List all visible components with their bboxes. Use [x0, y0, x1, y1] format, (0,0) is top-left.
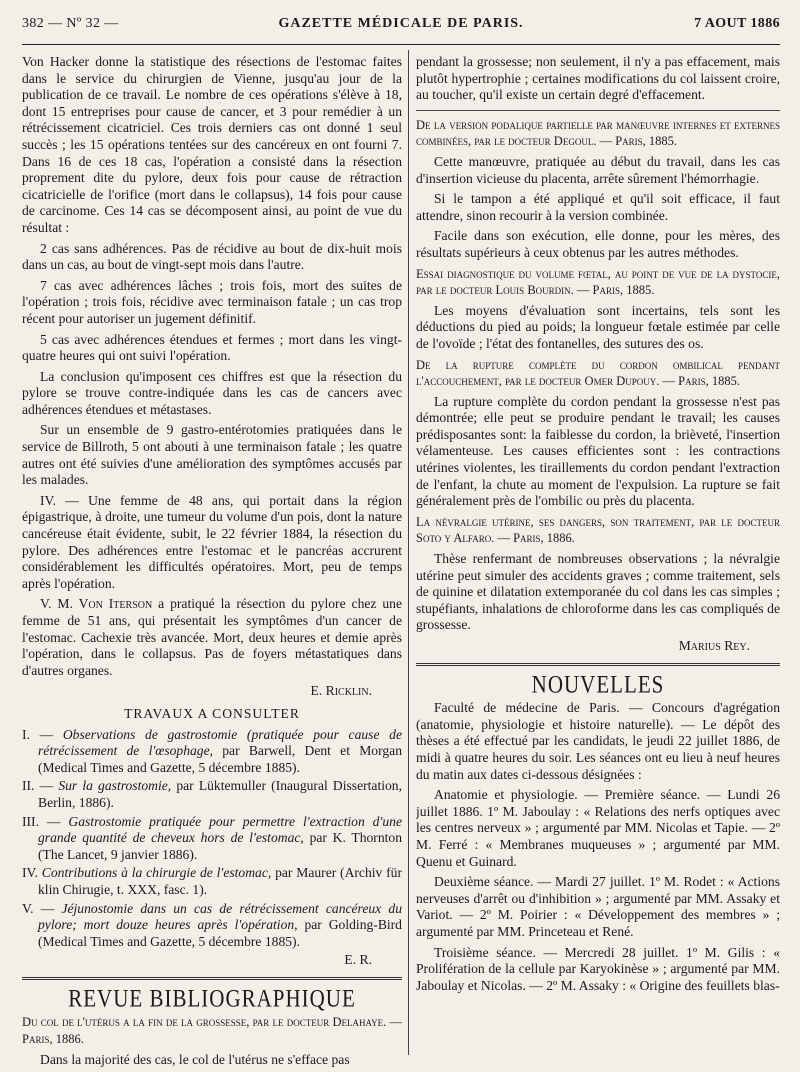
section-rule: [22, 977, 402, 980]
paragraph: Dans la majorité des cas, le col de l'utérus ne s'efface pas: [40, 1051, 350, 1067]
reference-item: IV. Contributions à la chirurgie de l'estomac, par Maurer (Archiv für klin Chirugie, t. XXX, fasc. 1).: [22, 865, 402, 897]
paragraph: Si le tampon a été appliqué et qu'il soit efficace, il faut attendre, sinon recourir à la version combinée.: [416, 191, 780, 223]
issue-date: 7 AOUT 1886: [694, 16, 780, 31]
paragraph: IV. — Une femme de 48 ans, qui portait dans la région épigastrique, à droite, une tumeur du volume d'un pois, dont la nature cancéreuse était évidente, subit, le 22 février 1884, la résection du pylore. Des adhérences entre l'estomac et le pancréas accrurent considérablement les difficultés opératoires. Mort, peu de temps après l'opération.: [22, 492, 402, 591]
page-header: [22, 10, 780, 38]
article-heading: De la version podalique partielle par manœuvre internes et externes combinées, par le docteur Degoul. — Paris, 1885.: [416, 117, 780, 149]
signature: E. Ricklin.: [310, 683, 372, 699]
reference-item: II. — Sur la gastrostomie, par Lüktemuller (Inaugural Dissertation, Berlin, 1886).: [22, 778, 402, 810]
paragraph: Deuxième séance. — Mardi 27 juillet. 1º M. Rodet : « Actions nerveuses d'arrêt ou d'inhibition » ; argumenté par MM. Assaky et Variot. — 2º M. Poirier : « Développement des membres » ; argumenté par MM. Princeteau et René.: [416, 874, 780, 939]
right-column: [416, 54, 780, 998]
paragraph: Von Hacker donne la statistique des résections de l'estomac faites dans le service du chirurgien de Vienne, jusqu'au jour de la publication de ce travail. Le nombre de ces opérations s'élève à 18, dont 15 entreprises pour cause de cancer, et 3 pour remédier à un rétrécissement cicatriciel. Ces trois derniers cas ont donné 1 seul succès ; les 15 opérations tentées sur des cancéreux en ont fourni 7. Dans 16 de ces 18 cas, l'opération a consisté dans la résection proprement dite du pylore, deux fois pour cause de rétraction cicatricielle de l'orifice (mort dans le collapsus), 14 fois pour cause de carcinome. Ces 14 cas se décomposent ainsi, au point de vue du résultat :: [22, 54, 402, 235]
paragraph: 5 cas avec adhérences étendues et fermes ; mort dans les vingt-quatre heures qui ont suivi l'opération.: [22, 331, 402, 364]
paragraph: 7 cas avec adhérences lâches ; trois fois, mort des suites de l'opération ; trois fois, récidive avec terminaison fatale ; un cas trop récent pour autoriser un jugement définitif.: [22, 277, 402, 326]
article-heading: Essai diagnostique du volume fœtal, au point de vue de la dystocie, par le docteur Louis Bourdin. — Paris, 1885.: [416, 266, 780, 298]
paragraph: Facile dans son exécution, elle donne, pour les mères, des résultats supérieurs à ceux obtenus par les autres méthodes.: [416, 228, 780, 260]
paragraph: Anatomie et physiologie. — Première séance. — Lundi 26 juillet 1886. 1º M. Jaboulay : « Relations des nerfs optiques avec les centres nerveux » ; argumenté par MM. Nicolas et Tapie. — 2º M. Ferré : « Membranes muqueuses » ; argumenté par MM. Quenu et Guinard.: [416, 787, 780, 869]
reference-item: III. — Gastrostomie pratiquée pour permettre l'extraction d'une grande quantité de cheveux hors de l'estomac, par K. Thornton (The Lancet, 9 janvier 1886).: [22, 813, 402, 862]
paragraph: Faculté de médecine de Paris. — Concours d'agrégation (anatomie, physiologie et histoire naturelle). — Le dépôt des thèses a été effectué par les candidats, le jeudi 22 juillet 1886, de midi à quatre heures du soir. Les séances ont eu lieu à neuf heures du matin aux dates ci-dessous désignées :: [416, 700, 780, 782]
reference-item: I. — Observations de gastrostomie (pratiquée pour cause de rétrécissement de l'œsophage, par Barwell, Dent et Morgan (Medical Times and Gazette, 5 décembre 1885).: [22, 726, 402, 775]
paragraph: pendant la grossesse; non seulement, il n'y a pas effacement, mais plutôt hypertrophie ; certaines modifications du col laissent croire, au toucher, qu'il existe un certain degré d'effacement.: [416, 54, 780, 103]
paragraph: Cette manœuvre, pratiquée au début du travail, dans les cas d'insertion vicieuse du placenta, arrête sûrement l'hémorrhagie.: [416, 153, 780, 186]
travaux-title: TRAVAUX A CONSULTER: [124, 705, 300, 721]
header-rule: [22, 44, 780, 45]
paragraph: La conclusion qu'imposent ces chiffres est que la résection du pylore se trouve contre-indiquée dans les cas de cancers avec adhérences étendues et métastases.: [22, 368, 402, 417]
signature: E. R.: [344, 952, 372, 968]
paragraph: Troisième séance. — Mercredi 28 juillet. 1º M. Gilis : « Prolifération de la cellule par Karyokinèse » ; argumenté par MM. Jaboulay et Nicolas. — 2º M. Assaky : « Origine des feuillets blas-: [416, 944, 780, 993]
newspaper-page: [22, 10, 780, 1067]
journal-title: GAZETTE MÉDICALE DE PARIS.: [278, 16, 524, 31]
paragraph: Thèse renfermant de nombreuses observations ; la névralgie utérine peut simuler des accidents graves ; comme traitement, sels de quinine et dilatation extemporanée du col dans les cas simples ; stupéfiants, inhalations de chloroforme dans les cas compliqués de grossesse.: [416, 551, 780, 633]
revue-title: REVUE BIBLIOGRAPHIQUE: [68, 983, 356, 1013]
nouvelles-title: NOUVELLES: [531, 669, 665, 698]
reference-list: [22, 727, 402, 951]
article-rule: [416, 110, 780, 111]
article-heading: De la rupture complète du cordon ombilical pendant l'accouchement, par le docteur Omer Dupouy. — Paris, 1885.: [416, 357, 780, 389]
column-divider: [408, 50, 409, 1055]
author-name: V. M. Von Iterson: [40, 596, 153, 612]
reference-item: V. — Jéjunostomie dans un cas de rétrécissement cancéreux du pylore; mort douze heures après l'opération, par Golding-Bird (Medical Times and Gazette, 5 décembre 1885).: [22, 900, 402, 949]
paragraph: V. M. Von Iterson a pratiqué la résection du pylore chez une femme de 51 ans, qui présentait les symptômes d'un cancer de l'estomac. Cachexie très avancée. Mort, deux heures et demie après l'opération, dans le collapsus. Pas de foyers métastatiques dans d'autres organes.: [22, 596, 402, 678]
paragraph: Sur un ensemble de 9 gastro-entérotomies pratiquées dans le service de Billroth, 5 ont abouti à une terminaison fatale ; les quatre autres ont été suivies d'une amélioration des symptômes accusés par les malades.: [22, 422, 402, 488]
paragraph: La rupture complète du cordon pendant la grossesse n'est pas démontrée; elle peut se produire pendant le travail; les causes prédisposantes sont: la faiblesse du cordon, la brièveté, l'insertion vélamenteuse. Les causes efficientes sont : les contractions utérines violentes, les tiraillements du cordon pendant l'extraction de l'enfant, la chute au moment de l'expulsion. La rupture se fait généralement près de l'ombilic ou près du placenta.: [416, 393, 780, 509]
left-column: [22, 54, 402, 1072]
paragraph: Les moyens d'évaluation sont incertains, tels sont les déductions du pied au poids; la longueur fœtale estimée par celle de l'ovoïde ; l'état des fontanelles, des sutures des os.: [416, 302, 780, 351]
paragraph: 2 cas sans adhérences. Pas de récidive au bout de dix-huit mois dans un cas, au bout de vingt-sept mois dans l'autre.: [22, 240, 402, 273]
signature: Marius Rey.: [678, 638, 750, 653]
page-number: 382 — Nº 32 —: [22, 16, 119, 31]
article-heading: Du col de l'utérus a la fin de la grossesse, par le docteur Delahaye. — Paris, 1886.: [22, 1015, 402, 1047]
section-rule: [416, 663, 780, 666]
article-heading: La névralgie utérine, ses dangers, son traitement, par le docteur Soto y Alfaro. — Paris, 1886.: [416, 514, 780, 546]
